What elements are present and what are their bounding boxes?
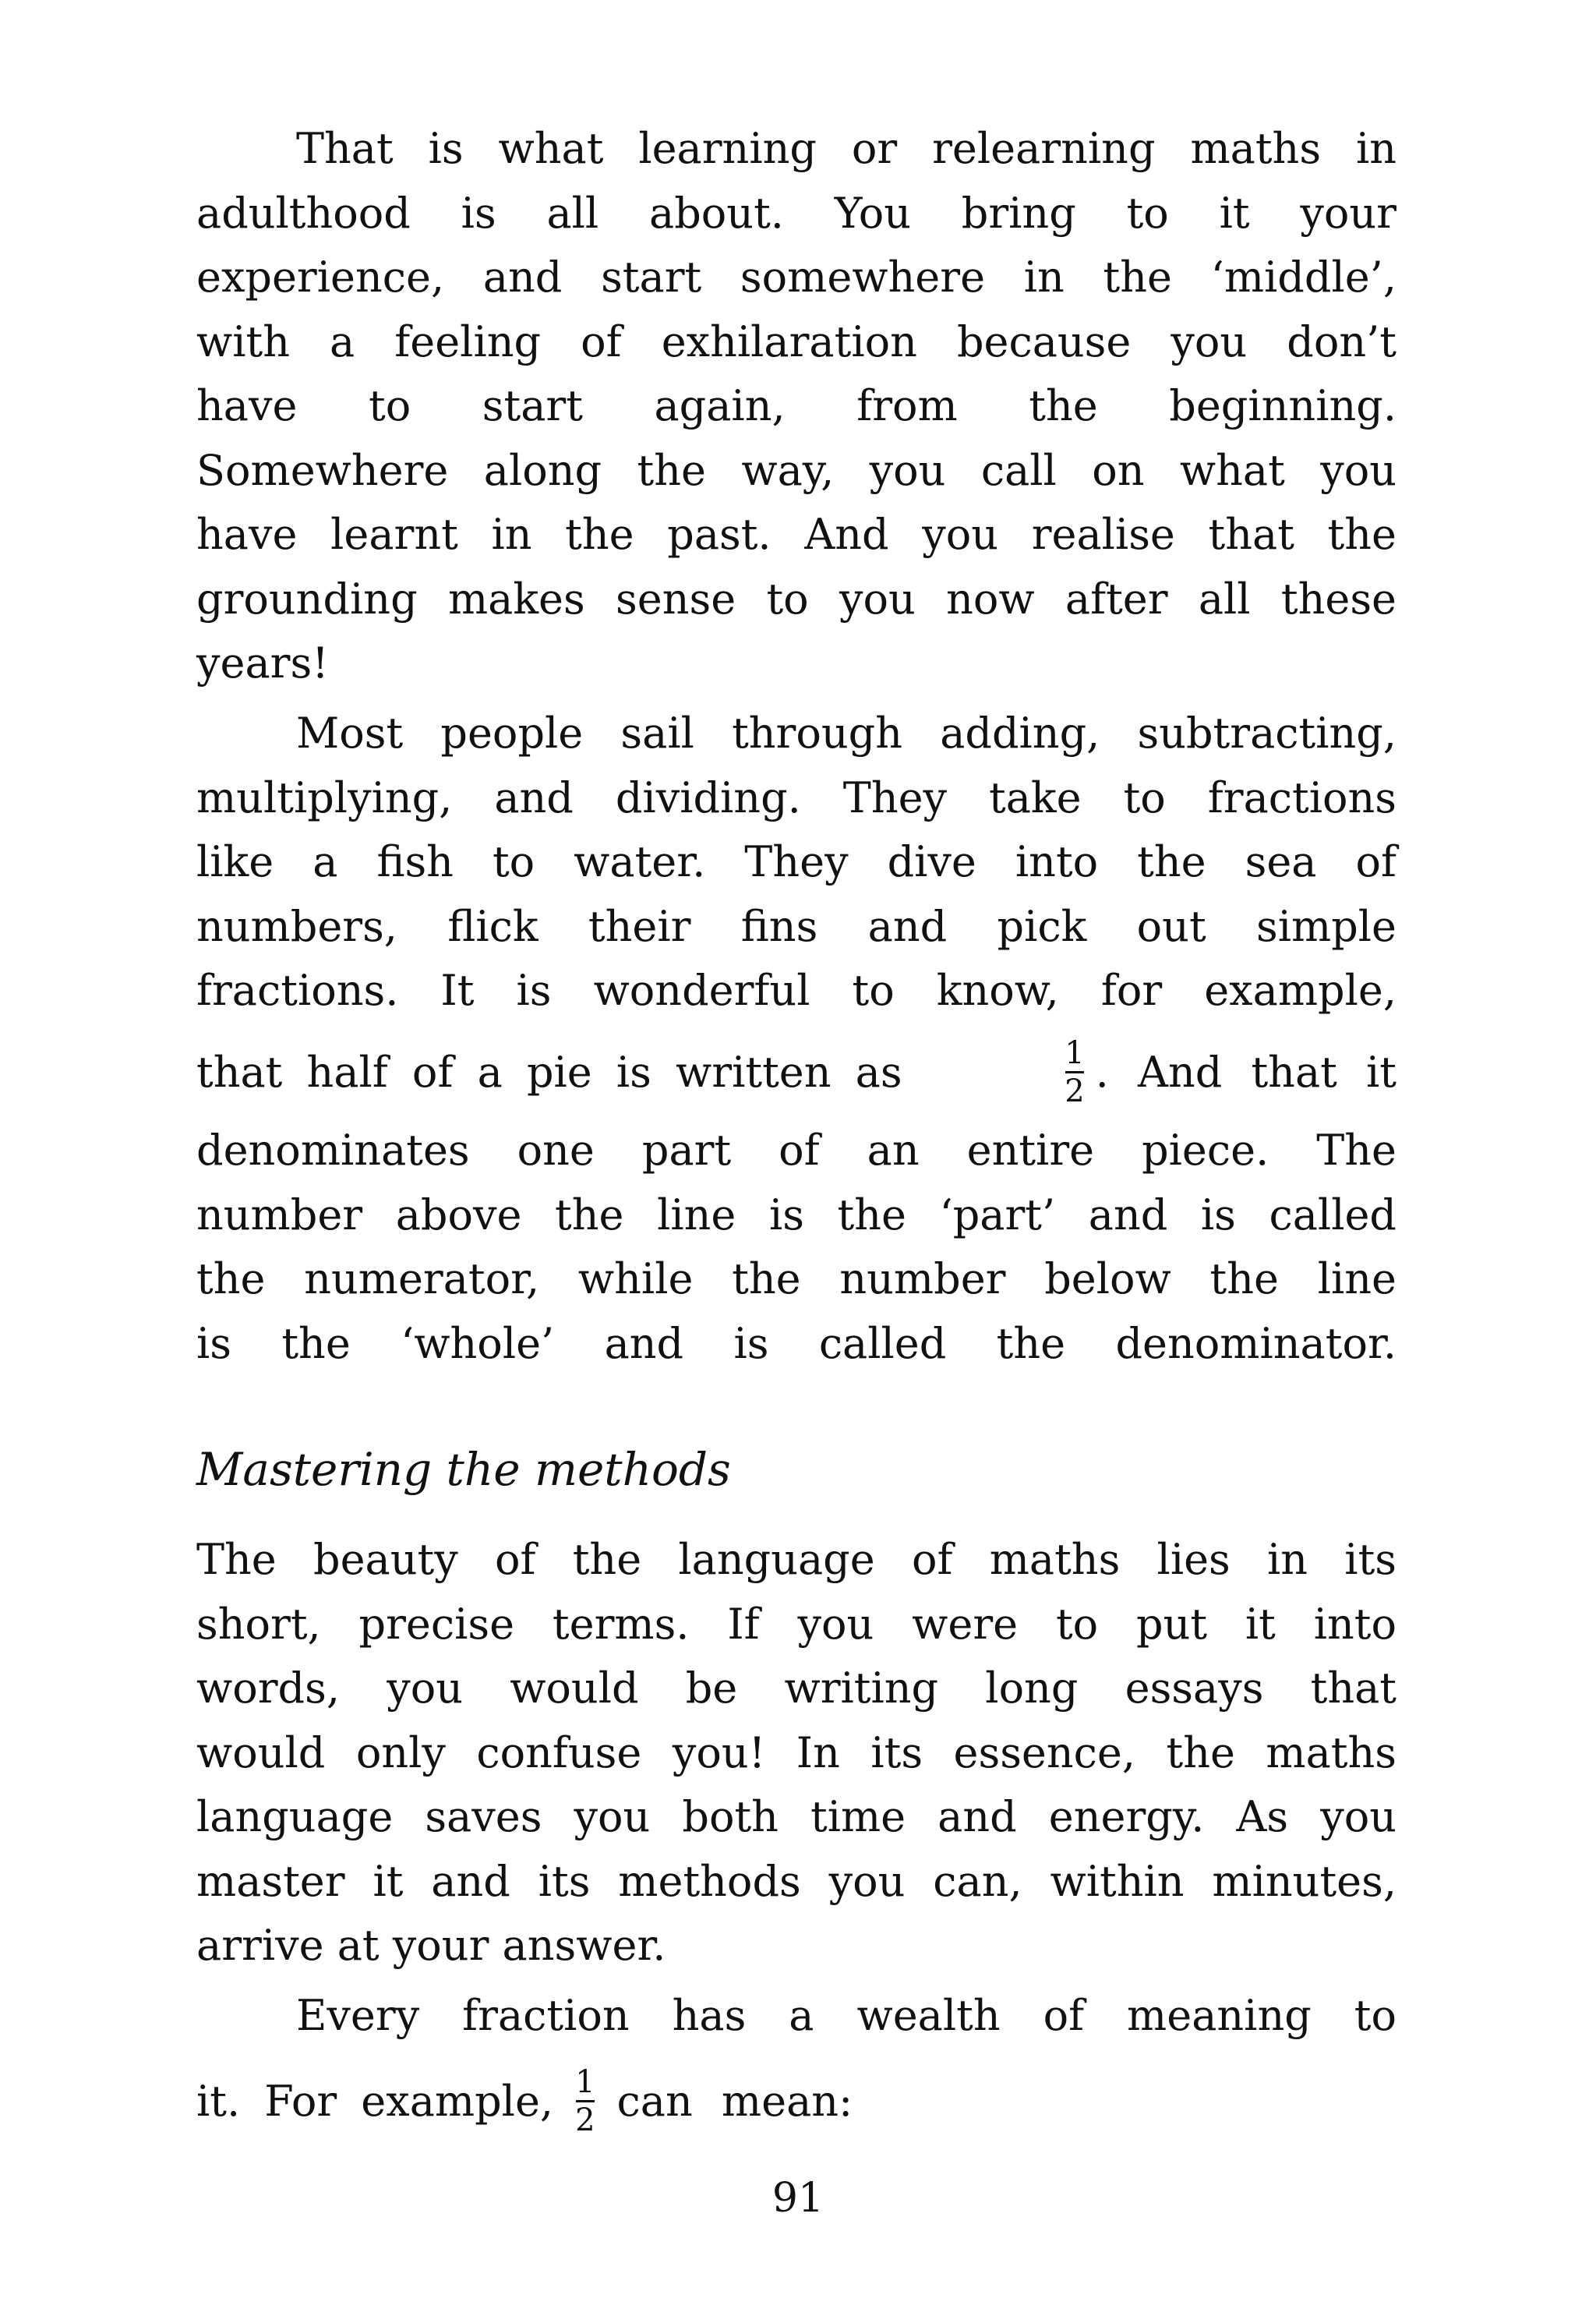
- fraction-text-line: [196, 1025, 1396, 1119]
- text-line: fractions. It is wonderful to know, for example,: [196, 966, 1396, 1015]
- text-line: Somewhere along the way, you call on what you: [196, 445, 1396, 495]
- text-line: words, you would be writing long essays that: [196, 1664, 1396, 1713]
- text-line: grounding makes sense to you now after all these: [196, 574, 1396, 624]
- text-line: short, precise terms. If you were to put it into: [196, 1599, 1396, 1649]
- text-line: adulthood is all about. You bring to it your: [196, 188, 1396, 238]
- paragraph-1: [196, 117, 1396, 696]
- text-line: arrive at your answer.: [196, 1921, 666, 1970]
- text-segment: . And that it: [1095, 1047, 1396, 1097]
- text-line: is the ‘whole’ and is called the denominator.: [196, 1318, 1396, 1368]
- text-line: The beauty of the language of maths lies in its: [196, 1535, 1396, 1584]
- text-line: the numerator, while the number below the line: [196, 1254, 1396, 1303]
- text-line: would only confuse you! In its essence, the maths: [196, 1727, 1396, 1777]
- text-line: numbers, flick their fins and pick out simple: [196, 901, 1396, 951]
- fraction-one-half: [575, 2063, 595, 2138]
- fraction-one-half: [1065, 1034, 1085, 1109]
- fraction-denominator: 2: [575, 2102, 595, 2138]
- text-line: like a fish to water. They dive into the sea of: [196, 837, 1396, 886]
- text-segment: it. For example,: [196, 2076, 554, 2126]
- fraction-numerator: 1: [1065, 1034, 1085, 1071]
- text-segment: can mean:: [616, 2076, 853, 2126]
- text-line: master it and its methods you can, within minutes,: [196, 1856, 1396, 1906]
- paragraph-4: [196, 1984, 1396, 2049]
- text-line: have learnt in the past. And you realise that the: [196, 510, 1396, 559]
- text-line: Most people sail through adding, subtracting,: [296, 709, 1396, 758]
- text-line: language saves you both time and energy. As you: [196, 1792, 1396, 1841]
- text-line: have to start again, from the beginning.: [196, 381, 1396, 430]
- text-line: experience, and start somewhere in the ‘middle’,: [196, 253, 1396, 302]
- text-line: number above the line is the ‘part’ and is called: [196, 1190, 1396, 1239]
- text-segment: that half of a pie is written as: [196, 1047, 902, 1097]
- section-heading: Mastering the methods: [196, 1443, 731, 1496]
- paragraph-3: [196, 1528, 1396, 1978]
- text-line: Every fraction has a wealth of meaning to: [296, 1991, 1396, 2040]
- page-number: 91: [772, 2175, 824, 2222]
- text-line: multiplying, and dividing. They take to fractions: [196, 773, 1396, 822]
- paragraph-2: [196, 702, 1396, 1024]
- text-line: denominates one part of an entire piece. The: [196, 1126, 1396, 1175]
- fraction-numerator: 1: [575, 2063, 595, 2100]
- text-line: That is what learning or relearning maths in: [296, 124, 1396, 173]
- text-line: with a feeling of exhilaration because you don’t: [196, 316, 1396, 366]
- paragraph-2-continued: [196, 1119, 1396, 1376]
- fraction-denominator: 2: [1065, 1073, 1085, 1109]
- text-line: years!: [196, 638, 329, 688]
- fraction-text-line: [196, 2054, 853, 2148]
